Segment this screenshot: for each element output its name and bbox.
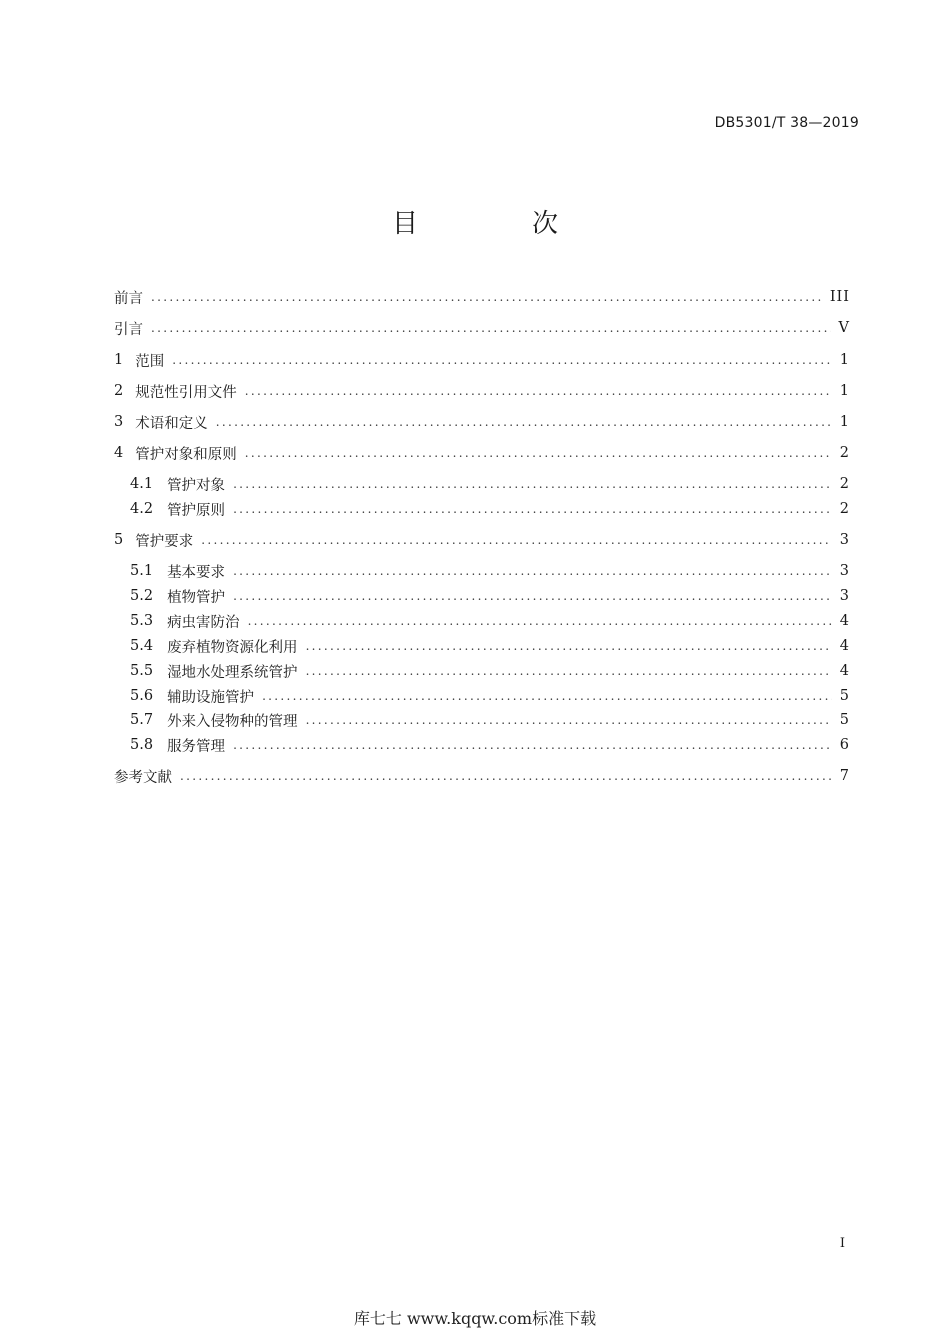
toc-entry-label: 管护原则 (167, 502, 226, 519)
toc-entry-label: 植物管护 (167, 589, 226, 606)
toc-leader-dots (262, 689, 832, 703)
toc-entry-number: 5.5 (130, 663, 154, 679)
toc-leader-dots (233, 738, 832, 752)
toc-entry-5-6[interactable] (130, 685, 850, 707)
toc-entry-label: 管护对象 (167, 477, 226, 494)
toc-entry-number: 5.2 (130, 588, 154, 604)
toc-entry-label: 服务管理 (167, 738, 226, 755)
toc-leader-dots (245, 384, 832, 398)
toc-entry-page: 7 (839, 768, 850, 784)
toc-entry-page: 6 (839, 737, 850, 753)
toc-leader-dots (306, 713, 832, 727)
toc-entry-5[interactable] (114, 529, 850, 551)
toc-leader-dots (180, 769, 832, 783)
toc-entry-5-8[interactable] (130, 734, 850, 756)
toc-entry-page: III (829, 289, 850, 305)
toc-entry-number: 4.2 (130, 501, 154, 517)
toc-leader-dots (306, 664, 832, 678)
toc-entry-number: 1 (114, 352, 124, 368)
toc-leader-dots (216, 415, 832, 429)
toc-entry-3[interactable] (114, 411, 850, 433)
toc-entry-label: 辅助设施管护 (167, 689, 255, 706)
toc-entry-number: 5.4 (130, 638, 154, 654)
toc-entry-5-2[interactable] (130, 585, 850, 607)
toc-entry-page: 1 (839, 414, 850, 430)
toc-entry-label: 管护对象和原则 (135, 446, 237, 463)
toc-entry-number: 5 (114, 532, 124, 548)
toc-entry-label: 外来入侵物种的管理 (167, 713, 298, 730)
toc-entry-page: 4 (839, 663, 850, 679)
toc-entry-label: 基本要求 (167, 564, 226, 581)
toc-entry-label: 范围 (135, 353, 165, 370)
toc-entry-page: 3 (839, 588, 850, 604)
toc-entry-page: 4 (839, 613, 850, 629)
toc-entry-number: 5.3 (130, 613, 154, 629)
document-code: DB5301/T 38—2019 (714, 115, 859, 131)
toc-entry-5-4[interactable] (130, 635, 850, 657)
toc-leader-dots (248, 614, 832, 628)
toc-entry-label: 管护要求 (135, 533, 194, 550)
toc-leader-dots (151, 321, 831, 335)
toc-leader-dots (201, 533, 832, 547)
toc-entry-page: 2 (839, 501, 850, 517)
toc-entry-page: 2 (839, 476, 850, 492)
toc-leader-dots (306, 639, 832, 653)
toc-entry-references[interactable] (114, 765, 850, 787)
toc-entry-label: 参考文献 (114, 769, 172, 786)
toc-leader-dots (233, 564, 832, 578)
toc-entry-5-1[interactable] (130, 560, 850, 582)
toc-entry-4-1[interactable] (130, 473, 850, 495)
toc-entry-1[interactable] (114, 349, 850, 371)
toc-entry-number: 2 (114, 383, 124, 399)
toc-entry-page: 3 (839, 532, 850, 548)
toc-entry-page: 1 (839, 352, 850, 368)
toc-title: 目 次 (391, 209, 602, 239)
toc-entry-label: 湿地水处理系统管护 (167, 664, 298, 681)
toc-entry-number: 4 (114, 445, 124, 461)
toc-entry-introduction[interactable] (114, 317, 850, 339)
toc-entry-page: V (838, 320, 850, 336)
toc-entry-page: 2 (839, 445, 850, 461)
toc-leader-dots (151, 290, 822, 304)
toc-entry-label: 废弃植物资源化利用 (167, 639, 298, 656)
toc-entry-5-5[interactable] (130, 660, 850, 682)
toc-entry-label: 规范性引用文件 (135, 384, 237, 401)
toc-entry-number: 5.6 (130, 688, 154, 704)
toc-entry-5-7[interactable] (130, 709, 850, 731)
toc-entry-number: 3 (114, 414, 124, 430)
toc-leader-dots (245, 446, 832, 460)
toc-entry-page: 5 (839, 712, 850, 728)
toc-leader-dots (233, 477, 832, 491)
toc-entry-label: 前言 (114, 290, 143, 307)
page-number: I (839, 1236, 845, 1251)
toc-entry-number: 5.7 (130, 712, 154, 728)
toc-entry-label: 引言 (114, 321, 143, 338)
toc-leader-dots (172, 353, 832, 367)
toc-entry-label: 术语和定义 (135, 415, 208, 432)
footer-watermark: 库七七 www.kqqw.com标准下载 (353, 1309, 597, 1328)
toc-entry-4[interactable] (114, 442, 850, 464)
toc-entry-page: 5 (839, 688, 850, 704)
toc-entry-preface[interactable] (114, 286, 850, 308)
toc-entry-4-2[interactable] (130, 498, 850, 520)
toc-entry-2[interactable] (114, 380, 850, 402)
toc-entry-5-3[interactable] (130, 610, 850, 632)
toc-entry-page: 3 (839, 563, 850, 579)
toc-entry-number: 4.1 (130, 476, 154, 492)
toc-entry-number: 5.1 (130, 563, 154, 579)
toc-leader-dots (233, 502, 832, 516)
toc-entry-number: 5.8 (130, 737, 154, 753)
toc-entry-page: 4 (839, 638, 850, 654)
toc-entry-label: 病虫害防治 (167, 614, 240, 631)
toc-leader-dots (233, 589, 832, 603)
toc-entry-page: 1 (839, 383, 850, 399)
